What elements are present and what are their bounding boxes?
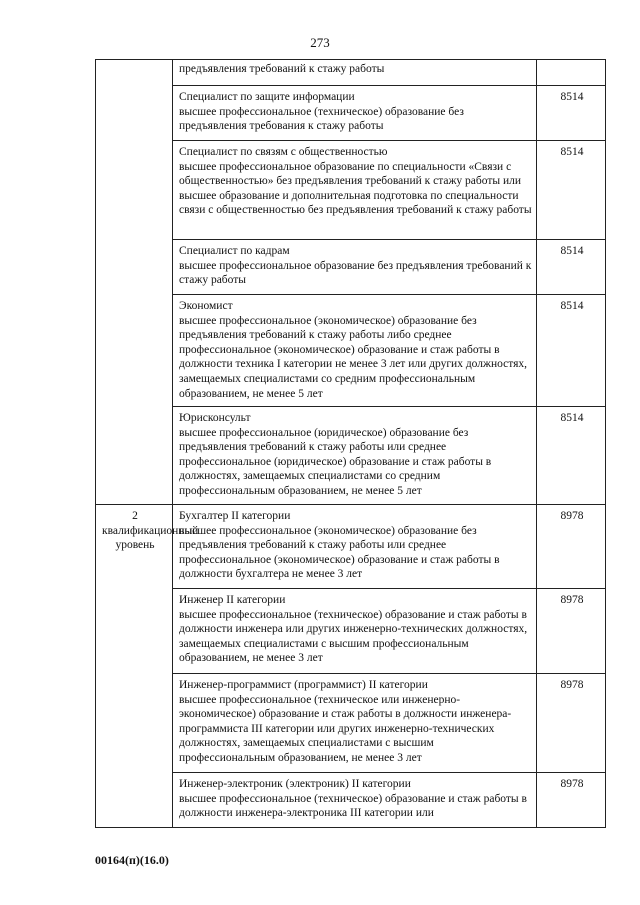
- table-row: [96, 589, 606, 674]
- position-cell: [173, 505, 537, 589]
- position-title: Юрисконсульт: [179, 412, 251, 424]
- position-cell: [173, 86, 537, 141]
- salary-code-cell: 8514: [537, 295, 606, 407]
- position-cell: [173, 589, 537, 674]
- salary-code-cell: 8978: [537, 674, 606, 773]
- page-number: 273: [310, 35, 330, 50]
- table-row: [96, 60, 606, 86]
- position-cell: [173, 407, 537, 505]
- position-title: Специалист по защите информации: [179, 91, 355, 103]
- salary-code-cell: 8514: [537, 240, 606, 295]
- position-title: Экономист: [179, 300, 233, 312]
- position-description: предъявления требований к стажу работы: [179, 63, 385, 75]
- salary-code-cell: 8978: [537, 773, 606, 828]
- document-code: 00164(п)(16.0): [95, 853, 169, 867]
- table-row: [96, 505, 606, 589]
- position-description: высшее профессиональное образование без предъявления требований к стажу работы: [179, 259, 532, 287]
- salary-code-cell: 8978: [537, 505, 606, 589]
- table-row: [96, 407, 606, 505]
- position-title: Специалист по кадрам: [179, 245, 290, 257]
- position-cell: [173, 60, 537, 86]
- table-row: [96, 86, 606, 141]
- position-title: Инженер II категории: [179, 594, 286, 606]
- salary-code-cell: 8514: [537, 141, 606, 240]
- position-title: Инженер-электроник (электроник) II категории: [179, 778, 411, 790]
- table-row: [96, 773, 606, 828]
- table-row: [96, 141, 606, 240]
- salary-code-cell: 8514: [537, 407, 606, 505]
- position-cell: [173, 141, 537, 240]
- salary-code-cell: [537, 60, 606, 86]
- position-title: Инженер-программист (программист) II категории: [179, 679, 428, 691]
- level-cell: [96, 60, 173, 505]
- table-row: [96, 674, 606, 773]
- position-description: высшее профессиональное (техническое) образование и стаж работы в должности инженера-электроника III категории или: [179, 792, 527, 820]
- position-title: Специалист по связям с общественностью: [179, 146, 388, 158]
- position-description: высшее профессиональное (техническое) образование без предъявления требования к стажу работы: [179, 105, 464, 133]
- position-cell: [173, 674, 537, 773]
- position-cell: [173, 295, 537, 407]
- position-description: высшее профессиональное (экономическое) образование без предъявления требований к стажу работы или среднее профессиональное (экономическое) образование и стаж работы в должности бухгалтера не менее 3 лет: [179, 524, 500, 581]
- position-description: высшее профессиональное (техническое) образование и стаж работы в должности инженера или других инженерно-технических должностях, замещаемых специалистами с высшим профессиональным образованием, не менее 3 лет: [179, 608, 528, 665]
- salary-code-cell: 8514: [537, 86, 606, 141]
- position-description: высшее профессиональное образование по специальности «Связи с общественностью» без предъявления требований к стажу работы или высшее образование и дополнительная подготовка по специальности связи с общественностью без предъявления требований к стажу работы: [179, 160, 532, 217]
- position-description: высшее профессиональное (техническое или инженерно-экономическое) образование и стаж работы в должности инженера-программиста III категории или других инженерно-технических должностях, замещаемых специалистами с высшим профессиональным образованием, не менее 3 лет: [179, 693, 512, 764]
- qualification-level: 2 квалификационный уровень: [96, 505, 173, 828]
- table-row: [96, 240, 606, 295]
- position-description: высшее профессиональное (экономическое) образование без предъявления требований к стажу работы либо среднее профессиональное (экономическое) образование и стаж работы в должности техника I категории не менее 3 лет или других должностях, замещаемых специалистами со средним профессиональным образованием, не менее 5 лет: [179, 314, 528, 400]
- salary-code-cell: 8978: [537, 589, 606, 674]
- position-description: высшее профессиональное (юридическое) образование без предъявления требований к стажу работы или среднее профессиональное (юридическое) образование и стаж работы в должностях, замещаемых специалистами со средним профессиональным образованием, не менее 5 лет: [179, 426, 492, 497]
- qualification-table: [95, 59, 606, 828]
- position-cell: [173, 773, 537, 828]
- position-cell: [173, 240, 537, 295]
- table-row: [96, 295, 606, 407]
- position-title: Бухгалтер II категории: [179, 510, 291, 522]
